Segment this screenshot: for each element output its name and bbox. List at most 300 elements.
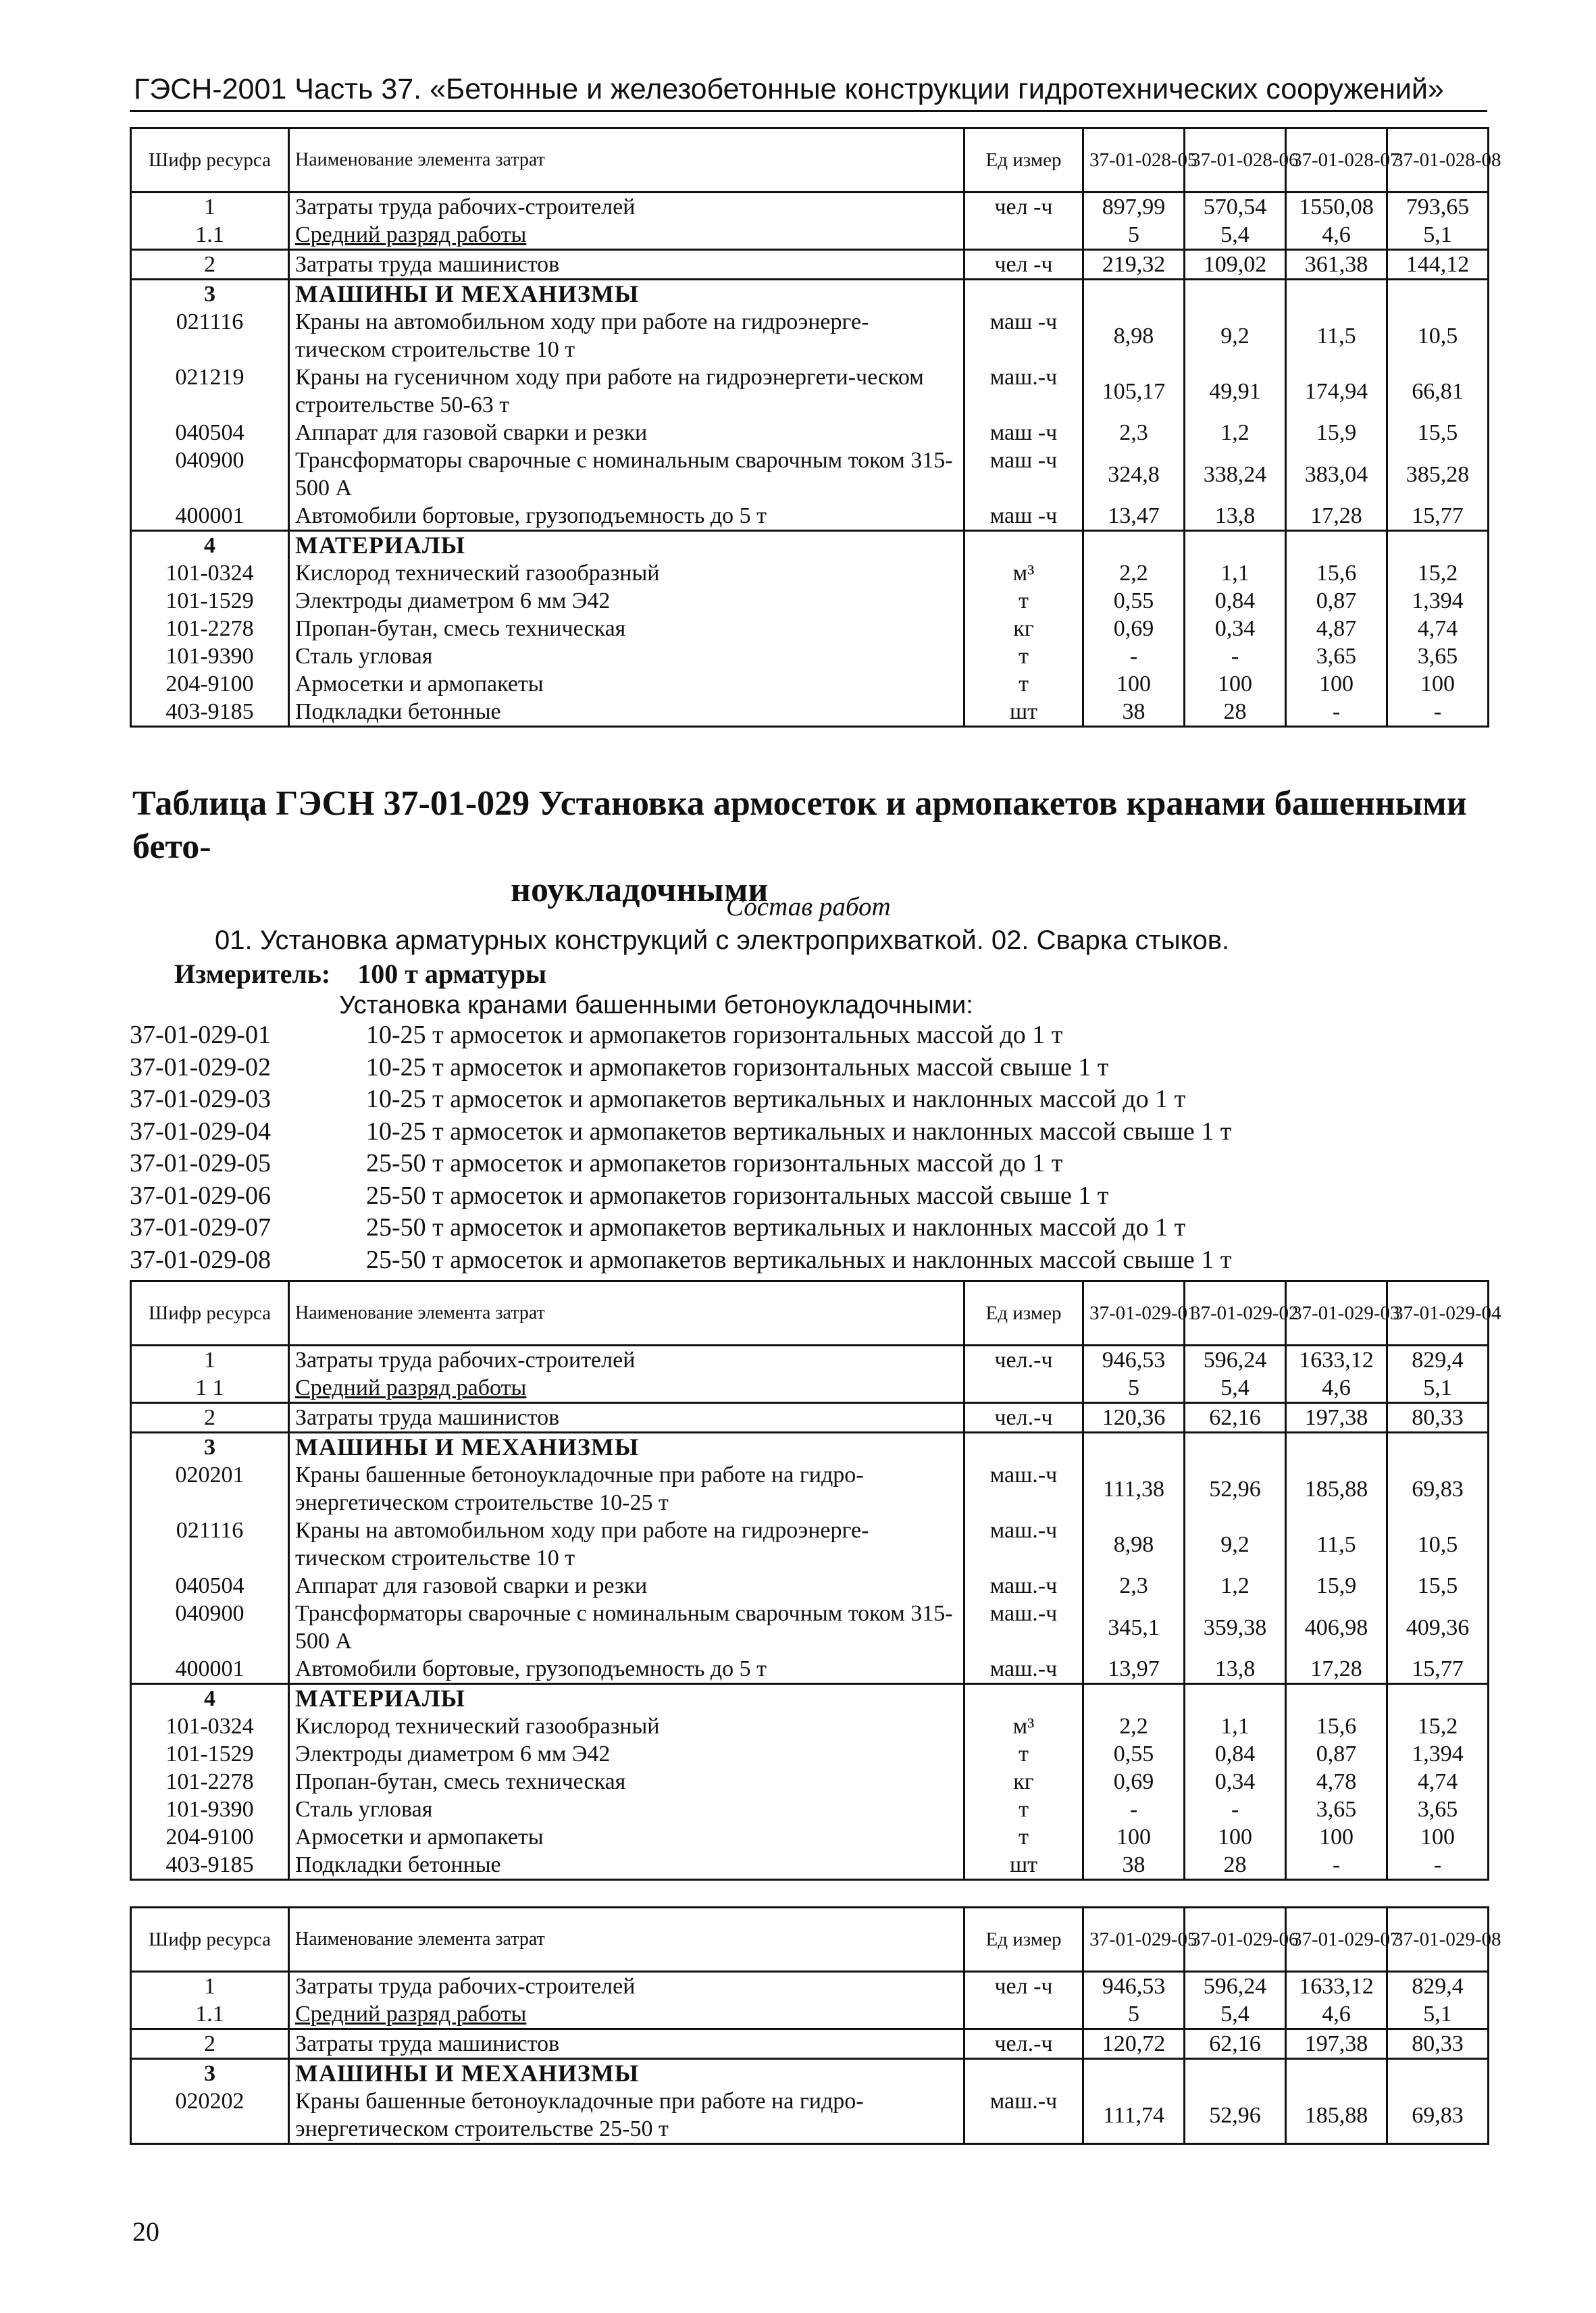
variant-code: 37-01-029-02: [130, 1052, 271, 1082]
header-rule: [130, 110, 1487, 112]
table-row: [131, 502, 1489, 531]
column-header-variant: 37-01-029-03: [1286, 1281, 1387, 1346]
resource-value: 17,28: [1286, 502, 1387, 531]
composition-text: 01. Установка арматурных конструкций с электроприхваткой. 02. Сварка стыков.: [215, 925, 1230, 955]
resource-value: 109,02: [1185, 250, 1286, 280]
resource-value: 11,5: [1286, 308, 1387, 363]
composition-heading: Состав работ: [726, 892, 891, 921]
resource-value: 100: [1185, 670, 1286, 698]
resource-value: 3,65: [1387, 642, 1489, 670]
resource-value: 100: [1387, 1823, 1489, 1851]
resource-code: 101-0324: [131, 1712, 289, 1740]
page-number: 20: [132, 2216, 159, 2247]
resource-unit: шт: [964, 1851, 1083, 1880]
table-row: [131, 250, 1489, 280]
resource-unit: маш -ч: [964, 447, 1083, 502]
resource-unit: т: [964, 1823, 1083, 1851]
resource-code: 101-9390: [131, 642, 289, 670]
table-row: [131, 1972, 1489, 2001]
resource-value: 2,3: [1083, 419, 1185, 447]
resource-value: 338,24: [1185, 447, 1286, 502]
resource-value: [1286, 1684, 1387, 1713]
resource-name: Затраты труда машинистов: [289, 1403, 964, 1433]
column-header-variant: 37-01-029-02: [1185, 1281, 1286, 1346]
resource-value: 1633,12: [1286, 1346, 1387, 1375]
resource-value: [1286, 2059, 1387, 2088]
variant-code: 37-01-029-08: [130, 1245, 271, 1274]
resource-name: Аппарат для газовой сварки и резки: [289, 419, 964, 447]
resource-value: 385,28: [1387, 447, 1489, 502]
resource-value: 5: [1083, 1374, 1185, 1403]
running-header: ГЭСН-2001 Часть 37. «Бетонные и железобетонные конструкции гидротехнических сооружений»: [134, 73, 1444, 105]
resource-table-029-a: [130, 1280, 1501, 1881]
resource-value: 324,8: [1083, 447, 1185, 502]
resource-name: Подкладки бетонные: [289, 698, 964, 727]
resource-name: Средний разряд работы: [289, 221, 964, 250]
table-row: [131, 363, 1489, 419]
resource-unit: чел.-ч: [964, 2029, 1083, 2059]
resource-code: 403-9185: [131, 698, 289, 727]
resource-value: [1185, 1433, 1286, 1462]
resource-unit: маш -ч: [964, 308, 1083, 363]
resource-value: 570,54: [1185, 193, 1286, 222]
variant-text: 10-25 т армосеток и армопакетов вертикальных и наклонных массой до 1 т: [366, 1085, 1186, 1113]
resource-value: 406,98: [1286, 1600, 1387, 1655]
resource-code: 2: [131, 2029, 289, 2059]
resource-value: [1286, 531, 1387, 560]
resource-value: [1387, 2059, 1489, 2088]
resource-value: 80,33: [1387, 2029, 1489, 2059]
resource-code: 204-9100: [131, 1823, 289, 1851]
resource-name: Затраты труда рабочих-строителей: [289, 1972, 964, 2001]
resource-value: 15,9: [1286, 419, 1387, 447]
resource-name: МАШИНЫ И МЕХАНИЗМЫ: [289, 280, 964, 309]
resource-value: 0,87: [1286, 1740, 1387, 1768]
resource-name: Пропан-бутан, смесь техническая: [289, 1768, 964, 1796]
variant-text: 10-25 т армосеток и армопакетов вертикальных и наклонных массой свыше 1 т: [366, 1117, 1232, 1146]
resource-value: [1083, 1433, 1185, 1462]
resource-value: 5,4: [1185, 221, 1286, 250]
resource-value: [1083, 531, 1185, 560]
column-header-code: Шифр ресурса: [131, 1281, 289, 1346]
resource-unit: маш -ч: [964, 502, 1083, 531]
column-header-code: Шифр ресурса: [131, 1908, 289, 1972]
column-header-variant: 37-01-029-01: [1083, 1281, 1185, 1346]
column-header-name: Наименование элемента затрат: [289, 1908, 964, 1972]
resource-value: -: [1286, 698, 1387, 727]
resource-value: 3,65: [1286, 1796, 1387, 1823]
resource-code: 1: [131, 193, 289, 222]
variant-text: 25-50 т армосеток и армопакетов вертикальных и наклонных массой свыше 1 т: [366, 1245, 1232, 1274]
variant-item: [130, 1245, 1508, 1277]
resource-value: 0,69: [1083, 615, 1185, 642]
variant-item: [130, 1084, 1508, 1117]
resource-value: 829,4: [1387, 1346, 1489, 1375]
table-title-line1: Таблица ГЭСН 37-01-029 Установка армосеток и армопакетов кранами башенными бето-: [132, 784, 1467, 866]
resource-value: 38: [1083, 698, 1185, 727]
resource-value: 0,34: [1185, 615, 1286, 642]
variant-code: 37-01-029-05: [130, 1149, 271, 1177]
variant-item: [130, 1148, 1508, 1181]
resource-value: 946,53: [1083, 1346, 1185, 1375]
resource-value: 15,77: [1387, 1655, 1489, 1684]
resource-value: 197,38: [1286, 2029, 1387, 2059]
resource-value: 15,77: [1387, 502, 1489, 531]
resource-unit: [964, 1433, 1083, 1462]
resource-value: 100: [1286, 1823, 1387, 1851]
resource-unit: чел.-ч: [964, 1346, 1083, 1375]
resource-value: 359,38: [1185, 1600, 1286, 1655]
variant-text: 25-50 т армосеток и армопакетов горизонтальных массой до 1 т: [366, 1149, 1063, 1177]
column-header-variant: 37-01-028-06: [1185, 128, 1286, 193]
table-row: [131, 447, 1489, 502]
table-row: [131, 559, 1489, 587]
resource-unit: м³: [964, 559, 1083, 587]
variant-code: 37-01-029-03: [130, 1085, 271, 1113]
resource-value: -: [1185, 642, 1286, 670]
resource-name: МАТЕРИАЛЫ: [289, 531, 964, 560]
resource-value: 62,16: [1185, 2029, 1286, 2059]
resource-value: 5,1: [1387, 2000, 1489, 2029]
resource-code: 040900: [131, 1600, 289, 1655]
meter-value: 100 т арматуры: [357, 959, 547, 989]
resource-code: 3: [131, 1433, 289, 1462]
resource-name: Пропан-бутан, смесь техническая: [289, 615, 964, 642]
resource-name: Сталь угловая: [289, 1796, 964, 1823]
variant-list: [130, 1020, 1508, 1277]
resource-value: 0,84: [1185, 587, 1286, 615]
resource-value: 1,394: [1387, 1740, 1489, 1768]
resource-value: 174,94: [1286, 363, 1387, 419]
resource-code: 020202: [131, 2087, 289, 2144]
resource-value: 1,1: [1185, 559, 1286, 587]
variant-text: 10-25 т армосеток и армопакетов горизонтальных массой свыше 1 т: [366, 1052, 1109, 1082]
variant-item: [130, 1052, 1508, 1085]
resource-value: 15,2: [1387, 559, 1489, 587]
resource-unit: [964, 280, 1083, 309]
resource-value: 69,83: [1387, 2087, 1489, 2144]
resource-value: 144,12: [1387, 250, 1489, 280]
column-header-name: Наименование элемента затрат: [289, 128, 964, 193]
resource-name: МАТЕРИАЛЫ: [289, 1684, 964, 1713]
resource-value: 4,87: [1286, 615, 1387, 642]
table-row: [131, 2000, 1489, 2029]
resource-value: 9,2: [1185, 1517, 1286, 1572]
variant-code: 37-01-029-07: [130, 1213, 271, 1242]
column-header-variant: 37-01-028-07: [1286, 128, 1387, 193]
resource-value: 8,98: [1083, 1517, 1185, 1572]
resource-unit: м³: [964, 1712, 1083, 1740]
resource-code: 403-9185: [131, 1851, 289, 1880]
resource-value: 3,65: [1387, 1796, 1489, 1823]
resource-unit: маш.-ч: [964, 1655, 1083, 1684]
resource-value: [1083, 280, 1185, 309]
table-row: [131, 1600, 1489, 1655]
resource-value: [1185, 531, 1286, 560]
resource-code: 040900: [131, 447, 289, 502]
resource-value: 66,81: [1387, 363, 1489, 419]
resource-value: 219,32: [1083, 250, 1185, 280]
resource-unit: т: [964, 1796, 1083, 1823]
resource-value: 5,1: [1387, 221, 1489, 250]
resource-unit: маш.-ч: [964, 1461, 1083, 1517]
resource-unit: [964, 221, 1083, 250]
table-header-row: [131, 128, 1489, 193]
resource-value: 5,4: [1185, 1374, 1286, 1403]
table-row: [131, 1768, 1489, 1796]
resource-value: [1286, 280, 1387, 309]
resource-code: 040504: [131, 1572, 289, 1600]
table-row: [131, 308, 1489, 363]
resource-value: 596,24: [1185, 1972, 1286, 2001]
resource-name: Электроды диаметром 6 мм Э42: [289, 587, 964, 615]
resource-value: 105,17: [1083, 363, 1185, 419]
table-row: [131, 2087, 1489, 2144]
resource-value: 100: [1083, 1823, 1185, 1851]
resource-value: [1185, 2059, 1286, 2088]
resource-value: 1633,12: [1286, 1972, 1387, 2001]
resource-unit: маш.-ч: [964, 363, 1083, 419]
resource-name: Автомобили бортовые, грузоподъемность до 5 т: [289, 502, 964, 531]
variant-item: [130, 1020, 1508, 1052]
resource-value: 69,83: [1387, 1461, 1489, 1517]
resource-value: [1387, 531, 1489, 560]
resource-name: Краны башенные бетоноукладочные при работе на гидро-энергетическом строительстве 10-25 т: [289, 1461, 964, 1517]
resource-value: 0,69: [1083, 1768, 1185, 1796]
resource-value: 0,84: [1185, 1740, 1286, 1768]
resource-unit: чел -ч: [964, 193, 1083, 222]
resource-name: Трансформаторы сварочные с номинальным сварочным током 315-500 А: [289, 1600, 964, 1655]
resource-value: 10,5: [1387, 1517, 1489, 1572]
resource-value: [1286, 1433, 1387, 1462]
resource-value: 3,65: [1286, 642, 1387, 670]
resource-table-029-b: [130, 1906, 1501, 2145]
resource-value: -: [1083, 1796, 1185, 1823]
resource-unit: [964, 1374, 1083, 1403]
resource-value: 5: [1083, 2000, 1185, 2029]
resource-value: 15,6: [1286, 559, 1387, 587]
resource-unit: т: [964, 642, 1083, 670]
table-row: [131, 698, 1489, 727]
resource-code: 204-9100: [131, 670, 289, 698]
resource-value: 100: [1185, 1823, 1286, 1851]
resource-code: 101-1529: [131, 1740, 289, 1768]
resource-unit: т: [964, 1740, 1083, 1768]
resource-value: 11,5: [1286, 1517, 1387, 1572]
table-row: [131, 1572, 1489, 1600]
resource-unit: чел -ч: [964, 1972, 1083, 2001]
resource-value: 1,394: [1387, 587, 1489, 615]
table-row: [131, 2029, 1489, 2059]
resource-value: 52,96: [1185, 1461, 1286, 1517]
resource-value: 28: [1185, 698, 1286, 727]
resource-value: 361,38: [1286, 250, 1387, 280]
resource-unit: чел -ч: [964, 250, 1083, 280]
resource-value: 13,47: [1083, 502, 1185, 531]
resource-name: Краны башенные бетоноукладочные при работе на гидро-энергетическом строительстве 25-50 т: [289, 2087, 964, 2144]
resource-name: Кислород технический газообразный: [289, 559, 964, 587]
resource-value: 5: [1083, 221, 1185, 250]
variant-text: 25-50 т армосеток и армопакетов горизонтальных массой свыше 1 т: [366, 1181, 1109, 1210]
resource-name: Подкладки бетонные: [289, 1851, 964, 1880]
table-row: [131, 531, 1489, 560]
resource-value: 4,74: [1387, 1768, 1489, 1796]
resource-value: 345,1: [1083, 1600, 1185, 1655]
resource-value: 0,55: [1083, 1740, 1185, 1768]
resource-value: 185,88: [1286, 1461, 1387, 1517]
resource-value: [1185, 1684, 1286, 1713]
resource-value: 197,38: [1286, 1403, 1387, 1433]
resource-unit: [964, 1684, 1083, 1713]
table-row: [131, 1712, 1489, 1740]
resource-unit: [964, 2000, 1083, 2029]
table-row: [131, 1684, 1489, 1713]
table-row: [131, 1433, 1489, 1462]
table-row: [131, 1403, 1489, 1433]
resource-code: 101-9390: [131, 1796, 289, 1823]
resource-code: 1.1: [131, 2000, 289, 2029]
resource-value: 80,33: [1387, 1403, 1489, 1433]
resource-unit: маш.-ч: [964, 1600, 1083, 1655]
resource-value: 4,6: [1286, 221, 1387, 250]
resource-code: 101-1529: [131, 587, 289, 615]
resource-value: [1387, 280, 1489, 309]
variant-text: 25-50 т армосеток и армопакетов вертикальных и наклонных массой до 1 т: [366, 1213, 1186, 1242]
variant-item: [130, 1181, 1508, 1213]
resource-unit: чел.-ч: [964, 1403, 1083, 1433]
resource-value: 4,74: [1387, 615, 1489, 642]
resource-code: 1.1: [131, 221, 289, 250]
column-header-variant: 37-01-029-08: [1387, 1908, 1489, 1972]
variant-code: 37-01-029-06: [130, 1181, 271, 1210]
resource-value: -: [1387, 1851, 1489, 1880]
resource-value: 100: [1083, 670, 1185, 698]
resource-unit: кг: [964, 615, 1083, 642]
resource-name: Армосетки и армопакеты: [289, 1823, 964, 1851]
table-row: [131, 1461, 1489, 1517]
column-header-code: Шифр ресурса: [131, 128, 289, 193]
resource-value: 15,5: [1387, 419, 1489, 447]
resource-value: 897,99: [1083, 193, 1185, 222]
resource-value: [1083, 1684, 1185, 1713]
meter: [174, 958, 546, 990]
resource-name: Сталь угловая: [289, 642, 964, 670]
column-header-variant: 37-01-029-05: [1083, 1908, 1185, 1972]
resource-code: 4: [131, 531, 289, 560]
resource-table-028: [130, 127, 1501, 728]
column-header-name: Наименование элемента затрат: [289, 1281, 964, 1346]
resource-value: 49,91: [1185, 363, 1286, 419]
resource-value: 15,5: [1387, 1572, 1489, 1600]
resource-value: 0,87: [1286, 587, 1387, 615]
resource-name: Затраты труда машинистов: [289, 250, 964, 280]
table-header-row: [131, 1281, 1489, 1346]
resource-value: -: [1185, 1796, 1286, 1823]
resource-value: [1387, 1433, 1489, 1462]
resource-code: 3: [131, 2059, 289, 2088]
resource-code: 101-2278: [131, 615, 289, 642]
resource-value: -: [1387, 698, 1489, 727]
resource-code: 4: [131, 1684, 289, 1713]
resource-value: 120,36: [1083, 1403, 1185, 1433]
resource-name: МАШИНЫ И МЕХАНИЗМЫ: [289, 2059, 964, 2088]
table-row: [131, 1655, 1489, 1684]
resource-value: 383,04: [1286, 447, 1387, 502]
resource-value: 1550,08: [1286, 193, 1387, 222]
resource-code: 040504: [131, 419, 289, 447]
table-row: [131, 193, 1489, 222]
variant-code: 37-01-029-04: [130, 1117, 271, 1146]
resource-unit: т: [964, 670, 1083, 698]
resource-value: 15,9: [1286, 1572, 1387, 1600]
resource-value: 946,53: [1083, 1972, 1185, 2001]
resource-value: 1,2: [1185, 419, 1286, 447]
variant-item: [130, 1117, 1508, 1149]
column-header-variant: 37-01-028-05: [1083, 128, 1185, 193]
resource-value: 13,8: [1185, 1655, 1286, 1684]
table-row: [131, 1851, 1489, 1880]
resource-unit: маш.-ч: [964, 1517, 1083, 1572]
resource-value: 185,88: [1286, 2087, 1387, 2144]
resource-code: 021116: [131, 308, 289, 363]
resource-value: -: [1083, 642, 1185, 670]
column-header-unit: Ед измер: [964, 128, 1083, 193]
resource-code: 400001: [131, 502, 289, 531]
column-header-variant: 37-01-028-08: [1387, 128, 1489, 193]
resource-value: 100: [1286, 670, 1387, 698]
table-row: [131, 1823, 1489, 1851]
resource-unit: т: [964, 587, 1083, 615]
resource-name: Электроды диаметром 6 мм Э42: [289, 1740, 964, 1768]
resource-value: 8,98: [1083, 308, 1185, 363]
resource-value: 100: [1387, 670, 1489, 698]
resource-code: 3: [131, 280, 289, 309]
resource-name: Средний разряд работы: [289, 2000, 964, 2029]
resource-code: 2: [131, 1403, 289, 1433]
resource-name: Трансформаторы сварочные с номинальным сварочным током 315-500 А: [289, 447, 964, 502]
resource-unit: [964, 2059, 1083, 2088]
resource-value: 2,3: [1083, 1572, 1185, 1600]
resource-name: Кислород технический газообразный: [289, 1712, 964, 1740]
resource-name: МАШИНЫ И МЕХАНИЗМЫ: [289, 1433, 964, 1462]
resource-value: 111,38: [1083, 1461, 1185, 1517]
resource-unit: маш.-ч: [964, 1572, 1083, 1600]
resource-value: 4,6: [1286, 1374, 1387, 1403]
table-row: [131, 1517, 1489, 1572]
resource-value: 0,34: [1185, 1768, 1286, 1796]
resource-value: 52,96: [1185, 2087, 1286, 2144]
variant-text: 10-25 т армосеток и армопакетов горизонтальных массой до 1 т: [366, 1021, 1063, 1049]
resource-name: Краны на автомобильном ходу при работе на гидроэнерге-тическом строительстве 10 т: [289, 308, 964, 363]
resource-value: 5,4: [1185, 2000, 1286, 2029]
table-row: [131, 670, 1489, 698]
resource-value: 2,2: [1083, 1712, 1185, 1740]
resource-unit: маш.-ч: [964, 2087, 1083, 2144]
resource-unit: [964, 531, 1083, 560]
column-header-variant: 37-01-029-06: [1185, 1908, 1286, 1972]
resource-name: Затраты труда машинистов: [289, 2029, 964, 2059]
table-row: [131, 1374, 1489, 1403]
resource-value: 15,2: [1387, 1712, 1489, 1740]
resource-unit: шт: [964, 698, 1083, 727]
resource-value: 4,6: [1286, 2000, 1387, 2029]
table-row: [131, 1796, 1489, 1823]
table-row: [131, 1740, 1489, 1768]
table-row: [131, 587, 1489, 615]
resource-code: 020201: [131, 1461, 289, 1517]
table-row: [131, 642, 1489, 670]
resource-value: [1083, 2059, 1185, 2088]
